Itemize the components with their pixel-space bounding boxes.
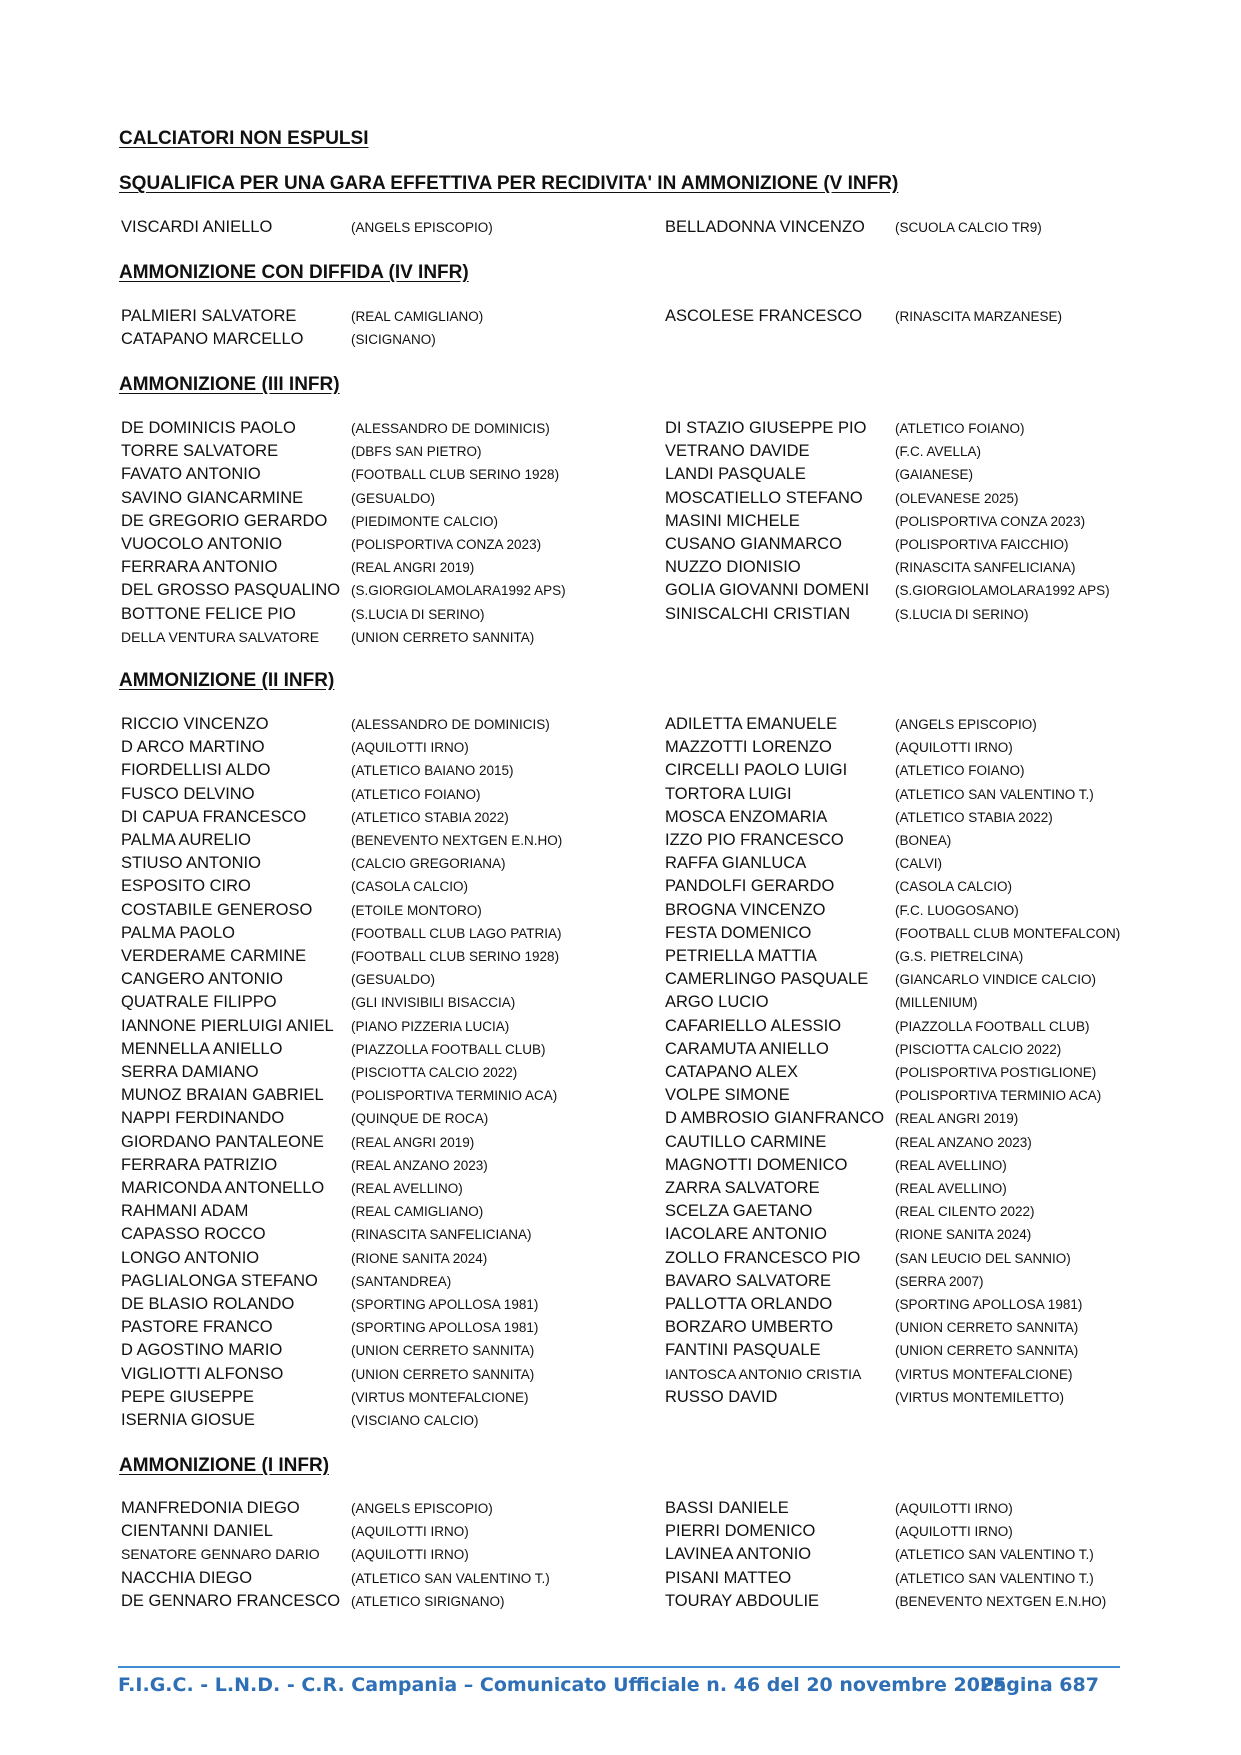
- player-team: (REAL AVELLINO): [351, 1181, 463, 1196]
- player-team: (ATLETICO FOIANO): [895, 421, 1025, 436]
- player-name: QUATRALE FILIPPO: [121, 993, 277, 1012]
- player-name: TORRE SALVATORE: [121, 442, 279, 461]
- player-row: [121, 305, 1151, 328]
- player-name: LANDI PASQUALE: [665, 465, 806, 484]
- player-team: (SERRA 2007): [895, 1273, 984, 1289]
- player-team: (SAN LEUCIO DEL SANNIO): [895, 1250, 1071, 1266]
- player-name: MUNOZ BRAIAN GABRIEL: [121, 1086, 324, 1105]
- player-team: (VIRTUS MONTEMILETTO): [895, 1389, 1065, 1405]
- player-team: (SPORTING APOLLOSA 1981): [895, 1297, 1083, 1312]
- player-name: PEPE GIUSEPPE: [121, 1387, 254, 1406]
- player-team: (SPORTING APOLLOSA 1981): [351, 1320, 539, 1336]
- player-row: [121, 1177, 1151, 1200]
- player-team: (PIEDIMONTE CALCIO): [351, 513, 499, 529]
- player-team: (F.C. LUOGOSANO): [895, 902, 1019, 918]
- player-name: DE DOMINICIS PAOLO: [121, 419, 296, 437]
- player-team: (ETOILE MONTORO): [351, 902, 482, 918]
- player-team: (FOOTBALL CLUB SERINO 1928): [351, 467, 560, 483]
- player-name: DE BLASIO ROLANDO: [121, 1295, 295, 1313]
- player-team: (ATLETICO SAN VALENTINO T.): [895, 786, 1094, 802]
- player-name: MAGNOTTI DOMENICO: [665, 1155, 848, 1174]
- player-team: (GAIANESE): [895, 467, 974, 483]
- player-row: [121, 510, 1151, 533]
- player-row: [121, 1247, 1151, 1270]
- player-team: (POLISPORTIVA CONZA 2023): [351, 537, 542, 552]
- player-name: ASCOLESE FRANCESCO: [665, 307, 863, 325]
- player-name: PALMA PAOLO: [121, 923, 236, 942]
- player-team: (RIONE SANITA 2024): [895, 1227, 1032, 1243]
- player-name: VISCARDI ANIELLO: [121, 218, 273, 236]
- player-name: BAVARO SALVATORE: [665, 1271, 831, 1290]
- player-team: (AQUILOTTI IRNO): [351, 1524, 469, 1540]
- player-team: (ATLETICO FOIANO): [895, 763, 1025, 779]
- player-team: (MILLENIUM): [895, 995, 978, 1011]
- player-name: RAFFA GIANLUCA: [665, 854, 807, 873]
- player-team: (BENEVENTO NEXTGEN E.N.HO): [895, 1593, 1107, 1609]
- player-name: D ARCO MARTINO: [121, 738, 265, 757]
- section-title: CALCIATORI NON ESPULSI: [119, 128, 369, 149]
- player-name: DE GREGORIO GERARDO: [121, 511, 328, 530]
- player-row: [121, 1339, 1151, 1362]
- player-team: (GESUALDO): [351, 490, 436, 506]
- player-row: [121, 216, 1151, 239]
- player-team: (POLISPORTIVA TERMINIO ACA): [895, 1088, 1102, 1104]
- section-title: SQUALIFICA PER UNA GARA EFFETTIVA PER RECIDIVITA' IN AMMONIZIONE (V INFR): [119, 173, 899, 194]
- player-name: IZZO PIO FRANCESCO: [665, 831, 844, 849]
- player-row: [121, 806, 1151, 829]
- player-row: [121, 1409, 1151, 1432]
- player-team: (S.GIORGIOLAMOLARA1992 APS): [351, 583, 566, 599]
- player-row: [121, 945, 1151, 968]
- player-team: (PISCIOTTA CALCIO 2022): [351, 1065, 518, 1080]
- player-team: (FOOTBALL CLUB MONTEFALCON): [895, 925, 1121, 941]
- player-row: [121, 852, 1151, 875]
- player-team: (UNION CERRETO SANNITA): [351, 1343, 535, 1359]
- player-name: CAPASSO ROCCO: [121, 1225, 266, 1244]
- player-team: (F.C. AVELLA): [895, 444, 982, 460]
- player-row: [121, 1363, 1151, 1386]
- player-team: (VIRTUS MONTEFALCIONE): [895, 1366, 1073, 1382]
- player-team: (OLEVANESE 2025): [895, 490, 1019, 506]
- player-team: (AQUILOTTI IRNO): [351, 740, 469, 756]
- player-name: MAZZOTTI LORENZO: [665, 738, 832, 757]
- player-name: VETRANO DAVIDE: [665, 442, 810, 461]
- player-team: (RINASCITA SANFELICIANA): [895, 560, 1076, 576]
- player-row: [121, 626, 1151, 649]
- player-row: [121, 875, 1151, 898]
- player-team: (GESUALDO): [351, 972, 436, 988]
- player-team: (ATLETICO SAN VALENTINO T.): [351, 1570, 550, 1586]
- player-row: [121, 829, 1151, 852]
- player-row: [121, 1316, 1151, 1339]
- player-name: MARICONDA ANTONELLO: [121, 1179, 325, 1197]
- player-team: (REAL AVELLINO): [895, 1181, 1007, 1196]
- player-name: PIERRI DOMENICO: [665, 1522, 816, 1541]
- player-team: (AQUILOTTI IRNO): [351, 1547, 469, 1563]
- player-name: BELLADONNA VINCENZO: [665, 218, 865, 236]
- player-team: (PIAZZOLLA FOOTBALL CLUB): [895, 1018, 1090, 1034]
- player-row: [121, 1520, 1151, 1543]
- player-name: FAVATO ANTONIO: [121, 465, 261, 484]
- player-team: (RIONE SANITA 2024): [351, 1250, 488, 1266]
- player-name: MANFREDONIA DIEGO: [121, 1499, 300, 1517]
- player-name: D AGOSTINO MARIO: [121, 1341, 283, 1360]
- player-name: CUSANO GIANMARCO: [665, 535, 842, 553]
- player-name: SAVINO GIANCARMINE: [121, 488, 304, 507]
- player-row: [121, 556, 1151, 579]
- player-name: MASINI MICHELE: [665, 511, 800, 530]
- player-team: (BONEA): [895, 833, 952, 848]
- player-name: ZOLLO FRANCESCO PIO: [665, 1248, 861, 1267]
- player-row: [121, 1497, 1151, 1520]
- player-name: FANTINI PASQUALE: [665, 1341, 821, 1360]
- player-name: CAMERLINGO PASQUALE: [665, 970, 869, 989]
- player-team: (ATLETICO FOIANO): [351, 786, 481, 802]
- player-team: (CASOLA CALCIO): [895, 879, 1013, 895]
- player-team: (CALCIO GREGORIANA): [351, 856, 506, 872]
- player-team: (AQUILOTTI IRNO): [895, 1524, 1013, 1540]
- player-row: [121, 783, 1151, 806]
- player-name: MENNELLA ANIELLO: [121, 1039, 283, 1058]
- player-team: (REAL ANZANO 2023): [895, 1134, 1032, 1150]
- player-row: [121, 1038, 1151, 1061]
- player-team: (REAL CAMIGLIANO): [351, 309, 484, 324]
- player-name: SINISCALCHI CRISTIAN: [665, 604, 851, 623]
- player-team: (RINASCITA MARZANESE): [895, 309, 1063, 324]
- player-name: FESTA DOMENICO: [665, 923, 812, 942]
- player-row: [121, 1084, 1151, 1107]
- player-team: (SANTANDREA): [351, 1273, 452, 1289]
- player-name: FERRARA ANTONIO: [121, 558, 278, 577]
- player-name: VERDERAME CARMINE: [121, 947, 307, 965]
- player-team: (QUINQUE DE ROCA): [351, 1111, 489, 1127]
- player-row: [121, 440, 1151, 463]
- player-name: CAFARIELLO ALESSIO: [665, 1016, 842, 1035]
- section-title: AMMONIZIONE (III INFR): [119, 374, 340, 395]
- player-team: (REAL CAMIGLIANO): [351, 1204, 484, 1220]
- player-row: [121, 1015, 1151, 1038]
- player-row: [121, 1270, 1151, 1293]
- player-team: (AQUILOTTI IRNO): [895, 740, 1013, 756]
- player-name: PALMIERI SALVATORE: [121, 307, 297, 325]
- player-team: (UNION CERRETO SANNITA): [351, 629, 535, 645]
- player-team: (ATLETICO SAN VALENTINO T.): [895, 1570, 1094, 1586]
- player-row: [121, 487, 1151, 510]
- player-name: SCELZA GAETANO: [665, 1202, 813, 1221]
- player-name: PAGLIALONGA STEFANO: [121, 1271, 318, 1290]
- player-team: (S.LUCIA DI SERINO): [351, 606, 485, 622]
- player-row: [121, 579, 1151, 602]
- player-row: [121, 1154, 1151, 1177]
- player-name: SENATORE GENNARO DARIO: [121, 1546, 320, 1563]
- player-name: CATAPANO ALEX: [665, 1063, 798, 1081]
- player-name: DE GENNARO FRANCESCO: [121, 1591, 341, 1610]
- player-team: (ANGELS EPISCOPIO): [351, 1501, 493, 1516]
- player-name: CATAPANO MARCELLO: [121, 330, 304, 348]
- player-name: TORTORA LUIGI: [665, 784, 792, 803]
- player-team: (UNION CERRETO SANNITA): [895, 1320, 1079, 1336]
- player-team: (REAL ANGRI 2019): [351, 560, 475, 576]
- player-row: [121, 1590, 1151, 1613]
- player-name: BOTTONE FELICE PIO: [121, 604, 296, 623]
- player-name: CAUTILLO CARMINE: [665, 1132, 827, 1151]
- player-name: CARAMUTA ANIELLO: [665, 1039, 829, 1058]
- player-row: [121, 533, 1151, 556]
- player-row: [121, 1223, 1151, 1246]
- player-name: PANDOLFI GERARDO: [665, 877, 835, 896]
- player-team: (ANGELS EPISCOPIO): [895, 717, 1037, 732]
- player-name: IANTOSCA ANTONIO CRISTIA: [665, 1365, 862, 1382]
- player-team: (S.GIORGIOLAMOLARA1992 APS): [895, 583, 1110, 599]
- player-name: D AMBROSIO GIANFRANCO: [665, 1109, 885, 1128]
- player-team: (AQUILOTTI IRNO): [895, 1501, 1013, 1516]
- player-name: IANNONE PIERLUIGI ANIEL: [121, 1016, 334, 1035]
- player-name: PETRIELLA MATTIA: [665, 947, 817, 965]
- player-team: (SCUOLA CALCIO TR9): [895, 220, 1042, 235]
- player-name: MOSCATIELLO STEFANO: [665, 488, 863, 507]
- player-name: NUZZO DIONISIO: [665, 558, 801, 577]
- player-team: (GLI INVISIBILI BISACCIA): [351, 995, 516, 1011]
- player-row: [121, 968, 1151, 991]
- player-name: ESPOSITO CIRO: [121, 877, 251, 896]
- player-row: [121, 1200, 1151, 1223]
- player-team: (UNION CERRETO SANNITA): [351, 1366, 535, 1382]
- player-team: (PIANO PIZZERIA LUCIA): [351, 1018, 510, 1034]
- player-row: [121, 713, 1151, 736]
- player-row: [121, 736, 1151, 759]
- player-team: (GIANCARLO VINDICE CALCIO): [895, 972, 1097, 988]
- player-row: [121, 899, 1151, 922]
- player-name: LONGO ANTONIO: [121, 1248, 260, 1267]
- player-row: [121, 1107, 1151, 1130]
- player-name: TOURAY ABDOULIE: [665, 1591, 820, 1610]
- player-name: BROGNA VINCENZO: [665, 900, 826, 919]
- player-name: NACCHIA DIEGO: [121, 1568, 253, 1587]
- player-team: (ALESSANDRO DE DOMINICIS): [351, 421, 550, 436]
- player-team: (POLISPORTIVA FAICCHIO): [895, 537, 1069, 552]
- player-name: BASSI DANIELE: [665, 1499, 789, 1517]
- player-team: (ALESSANDRO DE DOMINICIS): [351, 717, 550, 732]
- player-name: RAHMANI ADAM: [121, 1202, 249, 1221]
- player-team: (DBFS SAN PIETRO): [351, 444, 482, 460]
- player-team: (VIRTUS MONTEFALCIONE): [351, 1389, 529, 1405]
- player-team: (REAL ANZANO 2023): [351, 1157, 488, 1173]
- player-row: [121, 1061, 1151, 1084]
- player-row: [121, 1293, 1151, 1316]
- player-name: MOSCA ENZOMARIA: [665, 807, 828, 826]
- player-name: VUOCOLO ANTONIO: [121, 535, 283, 553]
- player-name: VIGLIOTTI ALFONSO: [121, 1364, 284, 1383]
- player-name: BORZARO UMBERTO: [665, 1318, 834, 1337]
- player-team: (SICIGNANO): [351, 332, 436, 347]
- player-name: DEL GROSSO PASQUALINO: [121, 581, 341, 600]
- player-name: CANGERO ANTONIO: [121, 970, 283, 989]
- player-name: FIORDELLISI ALDO: [121, 761, 271, 780]
- footer-divider: [118, 1666, 1120, 1668]
- player-row: [121, 759, 1151, 782]
- player-row: [121, 1567, 1151, 1590]
- player-name: IACOLARE ANTONIO: [665, 1225, 827, 1244]
- player-team: (ATLETICO BAIANO 2015): [351, 763, 514, 779]
- section-title: AMMONIZIONE (II INFR): [119, 670, 335, 691]
- player-row: [121, 603, 1151, 626]
- player-team: (FOOTBALL CLUB LAGO PATRIA): [351, 925, 562, 941]
- player-name: ADILETTA EMANUELE: [665, 715, 838, 733]
- player-row: [121, 991, 1151, 1014]
- player-name: COSTABILE GENEROSO: [121, 900, 313, 919]
- player-row: [121, 1386, 1151, 1409]
- player-name: DELLA VENTURA SALVATORE: [121, 628, 320, 645]
- player-row: [121, 1131, 1151, 1154]
- player-team: (RINASCITA SANFELICIANA): [351, 1227, 532, 1243]
- player-team: (G.S. PIETRELCINA): [895, 949, 1024, 964]
- player-name: GIORDANO PANTALEONE: [121, 1132, 324, 1151]
- player-name: DI CAPUA FRANCESCO: [121, 807, 307, 826]
- player-name: PALLOTTA ORLANDO: [665, 1295, 833, 1313]
- player-row: [121, 328, 1151, 351]
- player-team: (REAL ANGRI 2019): [895, 1111, 1019, 1127]
- player-row: [121, 1543, 1151, 1566]
- player-name: SERRA DAMIANO: [121, 1063, 259, 1081]
- player-team: (PISCIOTTA CALCIO 2022): [895, 1041, 1062, 1057]
- player-name: GOLIA GIOVANNI DOMENI: [665, 581, 870, 600]
- player-name: LAVINEA ANTONIO: [665, 1545, 812, 1564]
- player-team: (BENEVENTO NEXTGEN E.N.HO): [351, 833, 563, 848]
- player-team: (POLISPORTIVA TERMINIO ACA): [351, 1088, 558, 1104]
- player-team: (REAL ANGRI 2019): [351, 1134, 475, 1150]
- footer-communique: F.I.G.C. - L.N.D. - C.R. Campania – Comunicato Ufficiale n. 46 del 20 novembre 2025: [118, 1674, 1007, 1696]
- player-team: (SPORTING APOLLOSA 1981): [351, 1297, 539, 1312]
- player-team: (REAL CILENTO 2022): [895, 1204, 1035, 1220]
- player-team: (ATLETICO STABIA 2022): [351, 809, 509, 825]
- footer-page-number: Pagina 687: [980, 1674, 1099, 1696]
- player-team: (UNION CERRETO SANNITA): [895, 1343, 1079, 1359]
- section-title: AMMONIZIONE (I INFR): [119, 1455, 330, 1476]
- player-team: (ANGELS EPISCOPIO): [351, 220, 493, 235]
- section-title: AMMONIZIONE CON DIFFIDA (IV INFR): [119, 262, 469, 283]
- player-name: STIUSO ANTONIO: [121, 854, 261, 873]
- player-name: NAPPI FERDINANDO: [121, 1109, 285, 1128]
- player-name: CIRCELLI PAOLO LUIGI: [665, 761, 848, 780]
- player-name: PASTORE FRANCO: [121, 1318, 273, 1337]
- player-name: RICCIO VINCENZO: [121, 715, 269, 733]
- player-name: VOLPE SIMONE: [665, 1086, 790, 1105]
- player-team: (ATLETICO SAN VALENTINO T.): [895, 1547, 1094, 1563]
- player-team: (S.LUCIA DI SERINO): [895, 606, 1029, 622]
- player-team: (CASOLA CALCIO): [351, 879, 469, 895]
- player-name: PISANI MATTEO: [665, 1568, 792, 1587]
- player-team: (ATLETICO SIRIGNANO): [351, 1593, 505, 1609]
- player-name: DI STAZIO GIUSEPPE PIO: [665, 419, 867, 437]
- player-row: [121, 417, 1151, 440]
- player-name: ISERNIA GIOSUE: [121, 1411, 255, 1429]
- player-row: [121, 922, 1151, 945]
- player-name: FUSCO DELVINO: [121, 784, 255, 803]
- player-name: RUSSO DAVID: [665, 1387, 778, 1406]
- player-name: ZARRA SALVATORE: [665, 1179, 820, 1197]
- player-row: [121, 463, 1151, 486]
- player-team: (POLISPORTIVA CONZA 2023): [895, 513, 1086, 529]
- player-team: (REAL AVELLINO): [895, 1157, 1007, 1173]
- player-name: PALMA AURELIO: [121, 831, 251, 849]
- player-name: FERRARA PATRIZIO: [121, 1155, 278, 1174]
- player-team: (ATLETICO STABIA 2022): [895, 809, 1053, 825]
- player-name: CIENTANNI DANIEL: [121, 1522, 273, 1541]
- player-team: (PIAZZOLLA FOOTBALL CLUB): [351, 1041, 546, 1057]
- player-team: (FOOTBALL CLUB SERINO 1928): [351, 949, 560, 964]
- player-team: (POLISPORTIVA POSTIGLIONE): [895, 1065, 1097, 1080]
- player-name: ARGO LUCIO: [665, 993, 769, 1012]
- player-team: (VISCIANO CALCIO): [351, 1413, 479, 1428]
- player-team: (CALVI): [895, 856, 943, 872]
